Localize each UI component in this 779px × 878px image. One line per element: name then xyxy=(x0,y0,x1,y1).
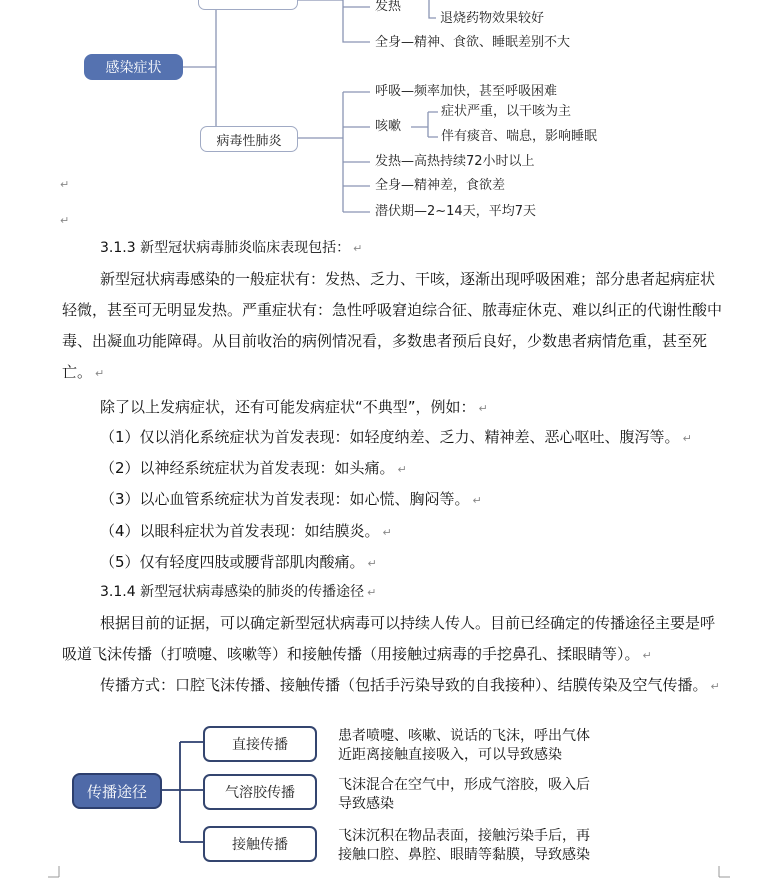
atypical-item-1 xyxy=(100,422,692,454)
atypical-item-2 xyxy=(100,453,407,485)
pneumonia-fever-label: 发热—高热持续72小时以上 xyxy=(375,154,535,169)
paragraph-mark: ↵ xyxy=(382,526,392,539)
route-node-contact xyxy=(203,826,317,862)
route-direct-desc-line-2: 近距离接触直接吸入，可以导致感染 xyxy=(338,747,562,763)
section-314-paragraph-1-text: 根据目前的证据，可以确定新型冠状病毒可以持续人传人。目前已经确定的传播途径主要是呼吸道飞沫传播（打喷嚏、咳嗽等）和接触传播（用接触过病毒的手挖鼻孔、揉眼睛等）。 xyxy=(62,614,716,663)
section-314-heading xyxy=(100,577,376,608)
atypical-item-3-text: （3）以心血管系统症状为首发表现：如心慌、胸闷等。 xyxy=(100,490,470,508)
infection-symptoms-label: 感染症状 xyxy=(105,60,162,76)
cold-fever-label: 发热 xyxy=(375,0,402,14)
pneumonia-cough-label: 咳嗽 xyxy=(375,119,402,134)
section-313-paragraph-2 xyxy=(100,392,488,424)
paragraph-mark: ↵ xyxy=(60,214,70,227)
pneumonia-breath-label: 呼吸—频率加快，甚至呼吸困难 xyxy=(375,84,558,99)
crop-mark-right xyxy=(718,866,730,878)
paragraph-mark: ↵ xyxy=(682,432,692,445)
atypical-item-2-text: （2）以神经系统症状为首发表现：如头痛。 xyxy=(100,459,395,477)
section-314-paragraph-2 xyxy=(62,670,724,702)
route-node-direct xyxy=(203,726,317,762)
section-314-heading-text: 3.1.4 新型冠状病毒感染的肺炎的传播途径 xyxy=(100,584,365,600)
section-313-paragraph-2-text: 除了以上发病症状，还有可能发病症状“不典型”，例如： xyxy=(100,398,476,416)
section-313-heading-text: 3.1.3 新型冠状病毒肺炎临床表现包括： xyxy=(100,240,351,256)
paragraph-mark: ↵ xyxy=(95,367,105,380)
paragraph-mark: ↵ xyxy=(478,402,488,415)
route-aerosol-desc-line-2: 导致感染 xyxy=(338,796,394,812)
atypical-item-4-text: （4）以眼科症状为首发表现：如结膜炎。 xyxy=(100,522,380,540)
section-314-paragraph-2-text: 传播方式：口腔飞沫传播、接触传播（包括手污染导致的自我接种）、结膜传染及空气传播。 xyxy=(100,676,708,694)
paragraph-mark: ↵ xyxy=(472,494,482,507)
pneumonia-body-label: 全身—精神差，食欲差 xyxy=(375,178,506,193)
section-314-paragraph-1 xyxy=(62,608,724,671)
atypical-item-1-text: （1）仅以消化系统症状为首发表现：如轻度纳差、乏力、精神差、恶心呕吐、腹泻等。 xyxy=(100,428,680,446)
crop-mark-left xyxy=(48,866,60,878)
route-node-aerosol xyxy=(203,774,317,810)
paragraph-mark: ↵ xyxy=(397,463,407,476)
paragraph-mark: ↵ xyxy=(367,557,377,570)
section-313-heading xyxy=(100,233,362,264)
section-313-paragraph-1-text: 新型冠状病毒感染的一般症状有：发热、乏力、干咳，逐渐出现呼吸困难；部分患者起病症状轻微，甚至可无明显发热。严重症状有：急性呼吸窘迫综合征、脓毒症休克、难以纠正的代谢性酸中毒、出凝血功能障碍。从目前收治的病例情况看，多数患者预后良好，少数患者病情危重，甚至死亡。 xyxy=(62,270,723,381)
route-contact-desc-line-1: 飞沫沉积在物品表面，接触污染手后，再 xyxy=(338,828,590,844)
paragraph-mark: ↵ xyxy=(353,242,363,255)
cold-fever-sub-label: 退烧药物效果较好 xyxy=(440,11,545,26)
pneumonia-incubation-label: 潜伏期—2~14天，平均7天 xyxy=(375,204,536,219)
route-contact-desc-line-2: 接触口腔、鼻腔、眼睛等黏膜，导致感染 xyxy=(338,847,590,863)
top-node-label xyxy=(209,0,287,11)
top-node-box xyxy=(198,0,298,10)
paragraph-mark: ↵ xyxy=(710,680,720,693)
route-contact-label: 接触传播 xyxy=(232,837,288,853)
atypical-item-3 xyxy=(100,484,482,516)
paragraph-mark: ↵ xyxy=(642,649,652,662)
paragraph-mark: ↵ xyxy=(60,178,70,191)
cold-body-label: 全身—精神、食欲、睡眠差别不大 xyxy=(375,35,571,50)
paragraph-mark: ↵ xyxy=(367,586,377,599)
pneumonia-cough-sub1-label: 症状严重，以干咳为主 xyxy=(441,104,572,119)
viral-pneumonia-label: 病毒性肺炎 xyxy=(216,133,282,149)
route-direct-desc-line-1: 患者喷嚏、咳嗽、说话的飞沫，呼出气体 xyxy=(338,728,590,744)
section-313-paragraph-1 xyxy=(62,264,724,389)
viral-pneumonia-node xyxy=(200,126,298,152)
route-direct-label: 直接传播 xyxy=(232,737,288,753)
atypical-item-5-text: （5）仅有轻度四肢或腰背部肌肉酸痛。 xyxy=(100,553,365,571)
route-aerosol-desc-line-1: 飞沫混合在空气中，形成气溶胶，吸入后 xyxy=(338,777,590,793)
atypical-item-4 xyxy=(100,516,392,548)
pneumonia-cough-sub2-label: 伴有痰音、喘息，影响睡眠 xyxy=(441,129,598,144)
infection-symptoms-node xyxy=(84,54,183,80)
route-aerosol-label: 气溶胶传播 xyxy=(225,785,295,801)
transmission-route-root-label: 传播途径 xyxy=(86,782,147,801)
atypical-item-5 xyxy=(100,547,377,579)
transmission-route-root-node xyxy=(72,773,162,809)
